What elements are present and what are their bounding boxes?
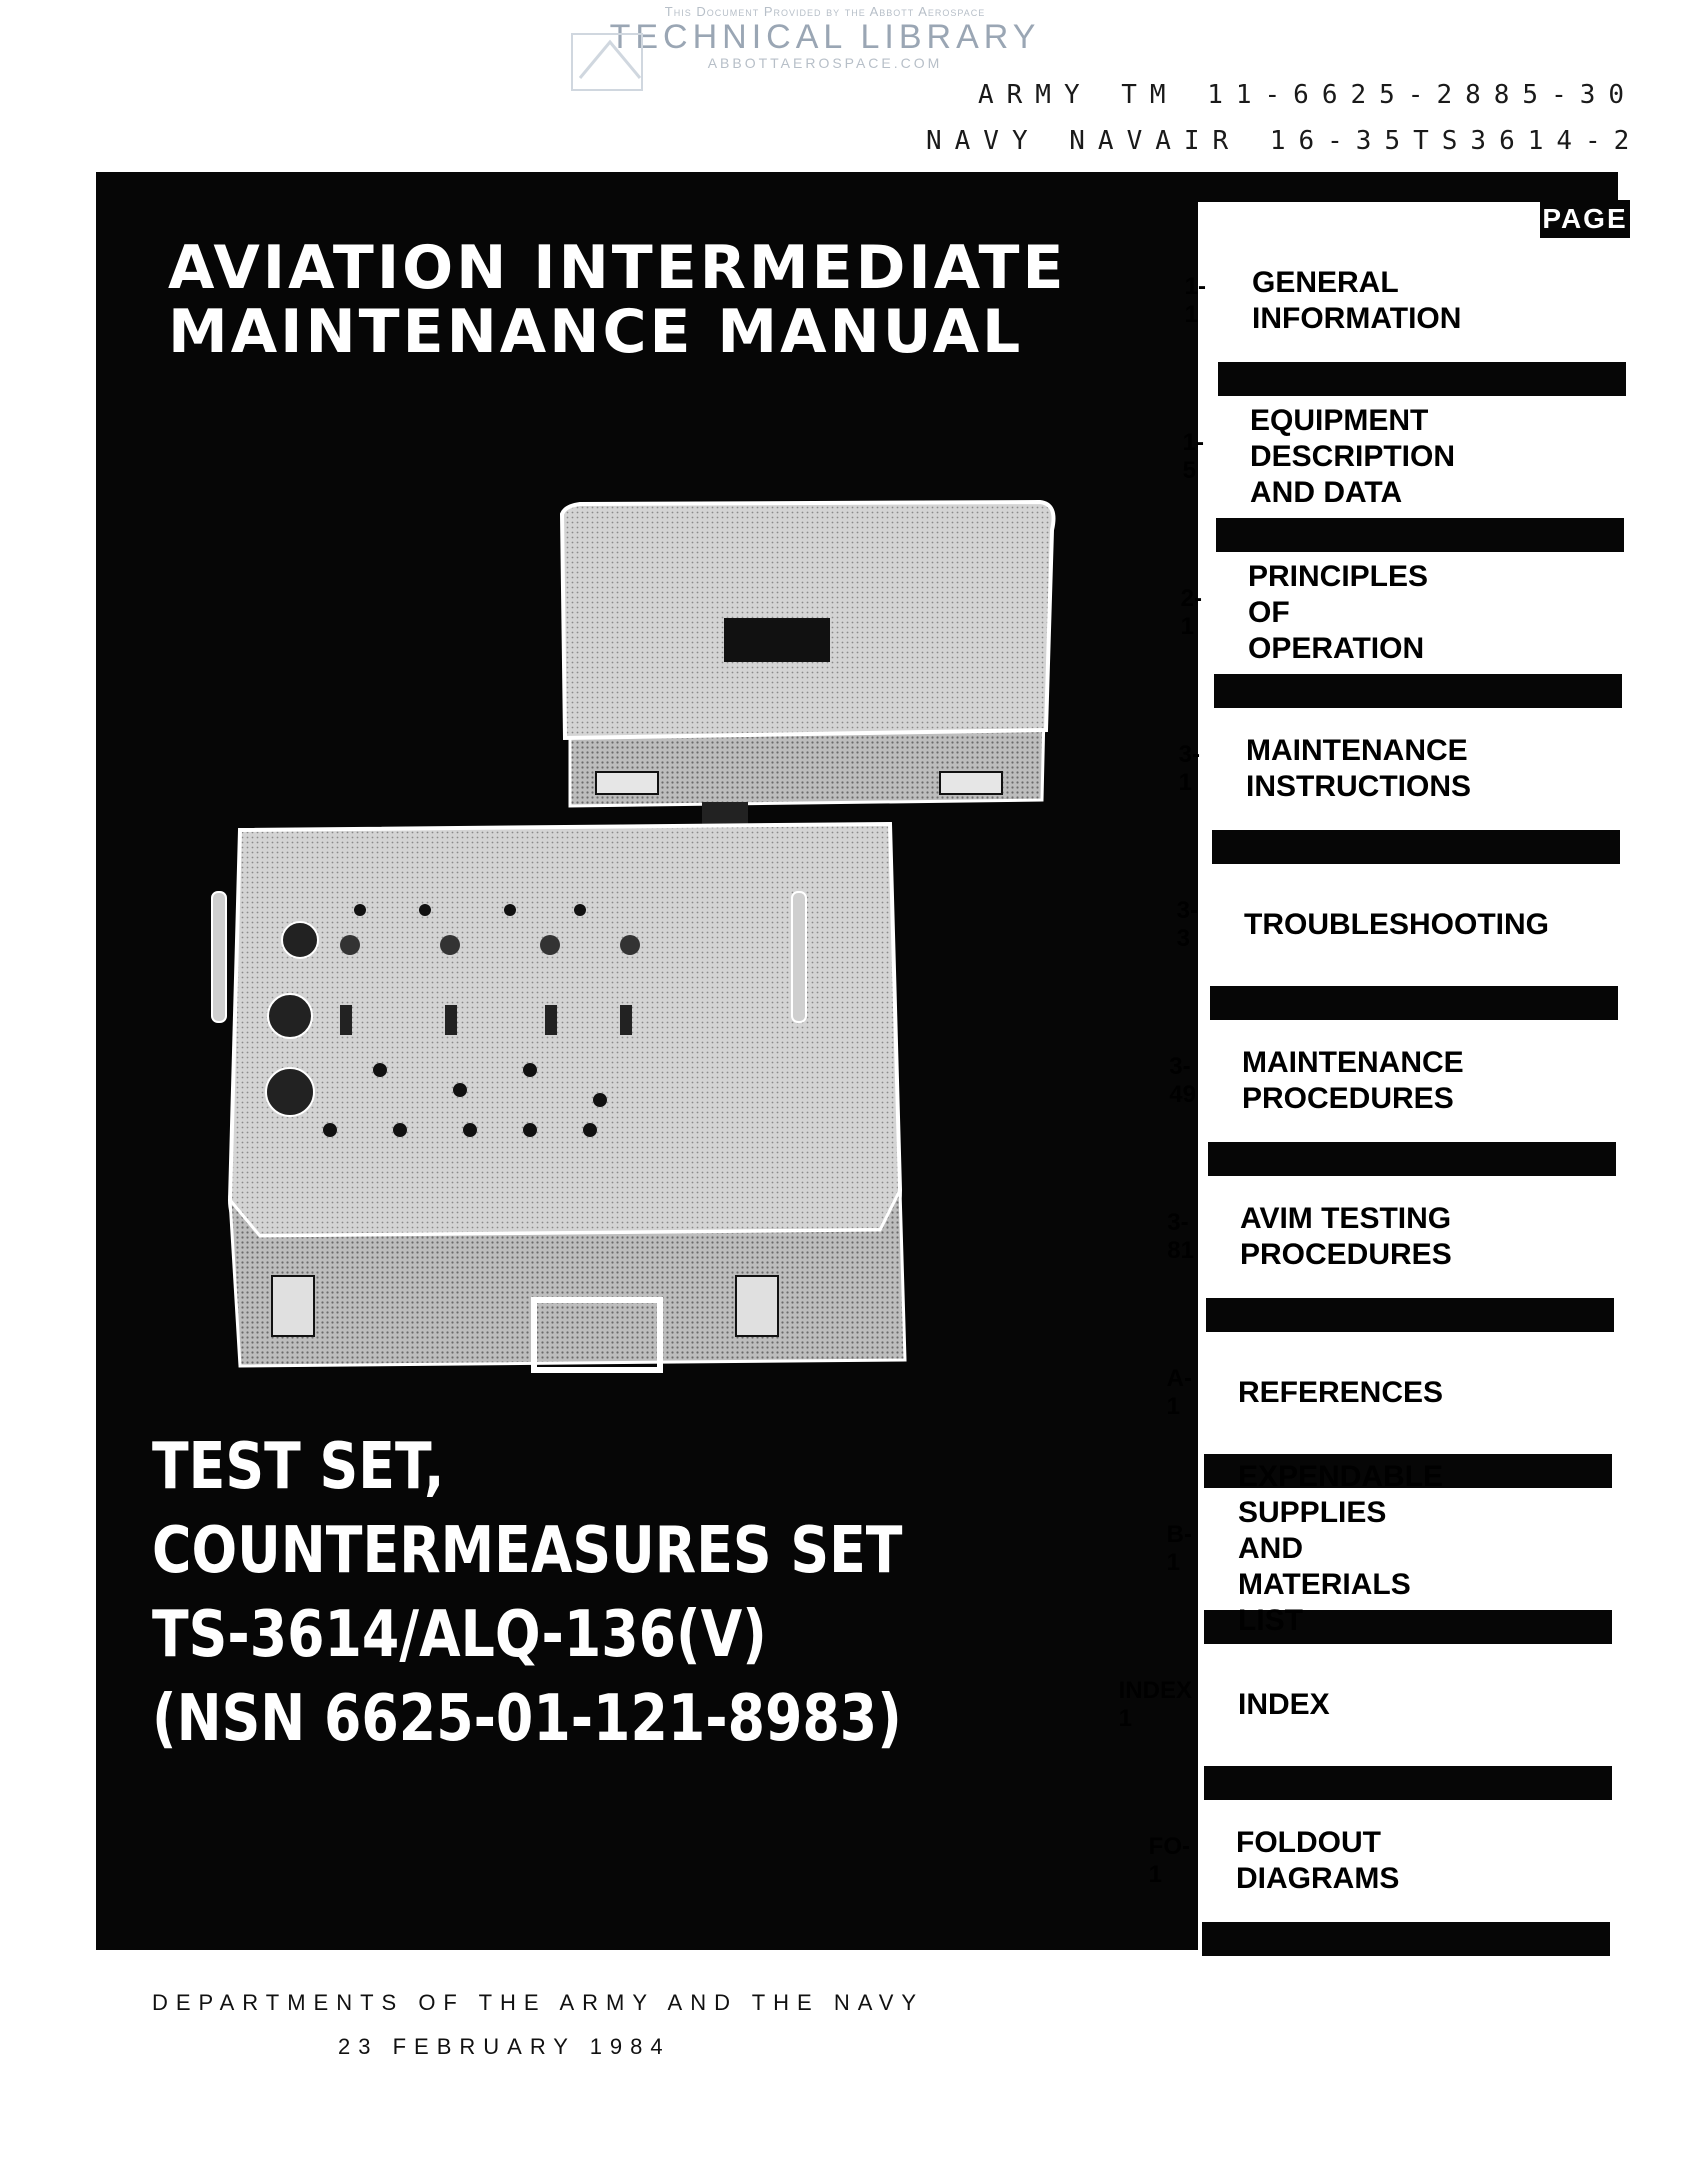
manual-title-line-2: MAINTENANCE MANUAL [168, 297, 1024, 367]
watermark-url[interactable]: ABBOTTAEROSPACE.COM [707, 55, 943, 71]
toc-item-label: TROUBLESHOOTING [1244, 908, 1549, 941]
toc-item-page: 1-5 [1182, 429, 1204, 484]
manual-title [168, 233, 1067, 367]
equipment-title-line-3: TS-3614/ALQ-136(V) [152, 1598, 767, 1672]
toc-item-page: 3-3 [1176, 897, 1198, 952]
toc-item-page: A-1 [1166, 1365, 1192, 1420]
watermark-logo-icon [570, 28, 650, 98]
equipment-title [152, 1425, 902, 1761]
toc-page-header: PAGE [1540, 200, 1630, 238]
toc-item-label: INDEX [1238, 1688, 1330, 1721]
army-tm-number: ARMY TM 11-6625-2885-30 [978, 80, 1638, 110]
watermark-provider-text: This Document Provided by the Abbott Aerospace [664, 4, 986, 19]
toc-item-label: MAINTENANCE PROCEDURES [1242, 1046, 1464, 1115]
toc-item-label: FOLDOUT DIAGRAMS [1236, 1826, 1400, 1895]
toc-item-page: 3-1 [1178, 741, 1200, 796]
toc-item-label: PRINCIPLES OF OPERATION [1248, 560, 1429, 665]
toc-item-page: 1-1 [1184, 273, 1206, 328]
equipment-title-line-1: TEST SET, [152, 1430, 445, 1504]
equipment-title-line-2: COUNTERMEASURES SET [152, 1514, 903, 1588]
toc-item-label: REFERENCES [1238, 1376, 1444, 1409]
publication-date: 23 FEBRUARY 1984 [338, 2034, 671, 2059]
manual-title-line-1: AVIATION INTERMEDIATE [168, 233, 1067, 303]
toc-item-page: FO-1 [1148, 1833, 1190, 1888]
toc-item-label: EQUIPMENT DESCRIPTION AND DATA [1250, 404, 1456, 509]
case-lid [562, 502, 1054, 824]
watermark-library-title: TECHNICAL LIBRARY [609, 18, 1041, 56]
case-base [212, 824, 905, 1370]
equipment-title-line-4: (NSN 6625-01-121-8983) [152, 1682, 902, 1756]
toc-item-label: AVIM TESTING PROCEDURES [1240, 1202, 1452, 1271]
toc-item-page: 3-81 [1167, 1209, 1194, 1264]
toc-item-page: B-1 [1166, 1521, 1192, 1576]
cover-panel-top-strip [1198, 172, 1618, 202]
navy-navair-number: NAVY NAVAIR 16-35TS3614-2 [926, 126, 1643, 156]
toc-item-label: MAINTENANCE INSTRUCTIONS [1246, 734, 1471, 803]
toc-item-page: INDEX 1 [1118, 1677, 1192, 1732]
test-set-case-illustration [200, 500, 1080, 1400]
toc-item-label: SUPPLIES AND MATERIALS [1238, 1496, 1411, 1601]
toc-item-label: GENERAL INFORMATION [1252, 266, 1462, 335]
toc-item-page: 3-49 [1169, 1053, 1196, 1108]
departments-line: DEPARTMENTS OF THE ARMY AND THE NAVY [152, 1990, 925, 2015]
toc-item-page: 2-1 [1180, 585, 1202, 640]
